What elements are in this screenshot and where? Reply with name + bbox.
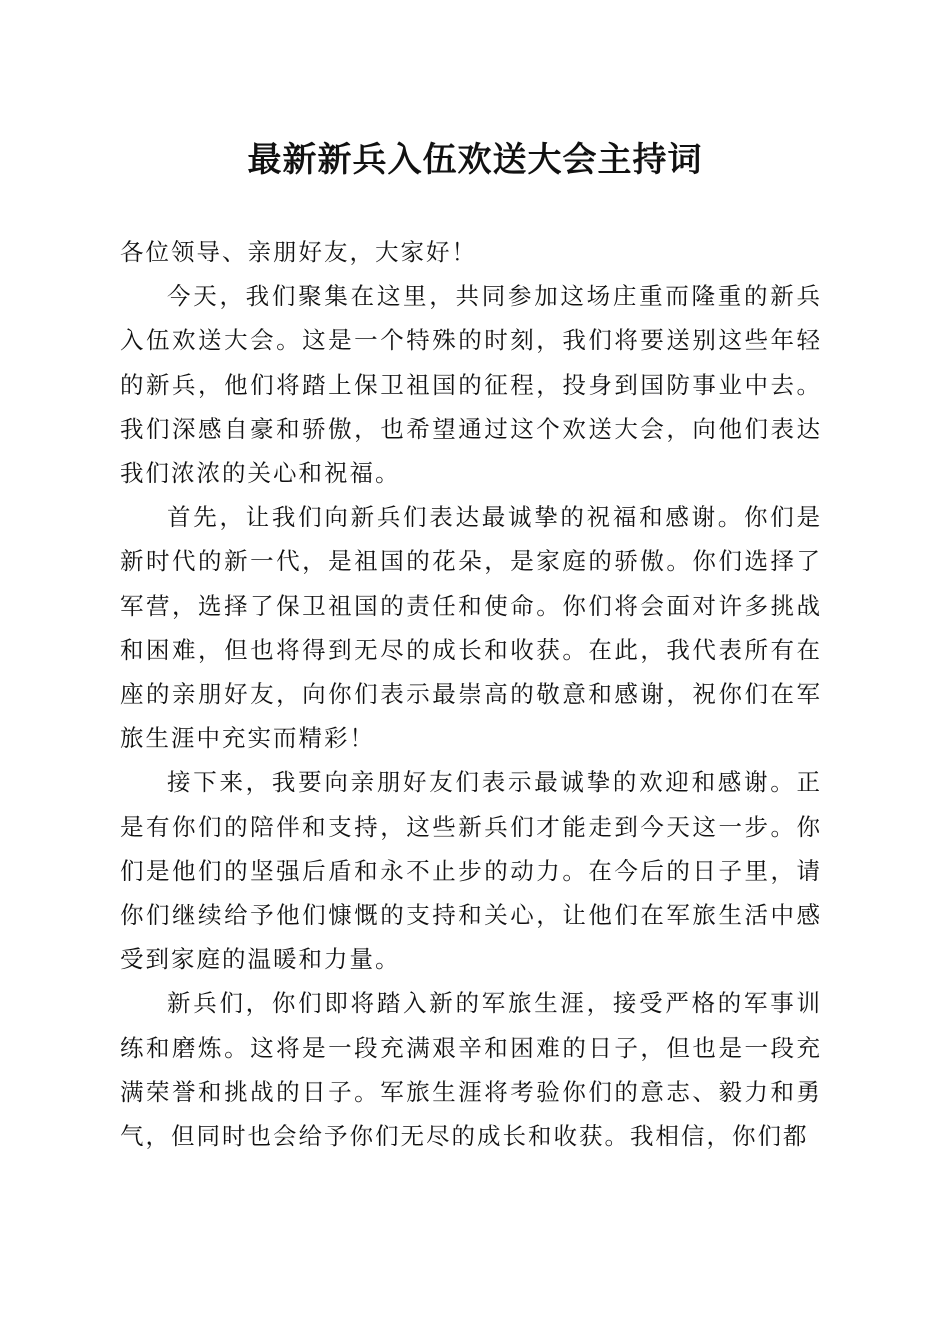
- document-title: 最新新兵入伍欢送大会主持词: [247, 140, 703, 180]
- paragraph-1: 今天，我们聚集在这里，共同参加这场庄重而隆重的新兵入伍欢送大会。这是一个特殊的时刻，我们将要送别这些年轻的新兵，他们将踏上保卫祖国的征程，投身到国防事业中去。我们深感自豪和骄傲，也希望通过这个欢送大会，向他们表达我们浓浓的关心和祝福。: [120, 282, 822, 488]
- paragraph-4: 新兵们，你们即将踏入新的军旅生涯，接受严格的军事训练和磨炼。这将是一段充满艰辛和困难的日子，但也是一段充满荣誉和挑战的日子。军旅生涯将考验你们的意志、毅力和勇气，但同时也会给予你们无尽的成长和收获。我相信，你们都: [120, 989, 822, 1151]
- paragraph-2: 首先，让我们向新兵们表达最诚挚的祝福和感谢。你们是新时代的新一代，是祖国的花朵，是家庭的骄傲。你们选择了军营，选择了保卫祖国的责任和使命。你们将会面对许多挑战和困难，但也将得到无尽的成长和收获。在此，我代表所有在座的亲朋好友，向你们表示最崇高的敬意和感谢，祝你们在军旅生涯中充实而精彩！: [120, 503, 822, 753]
- greeting-paragraph: 各位领导、亲朋好友，大家好！: [120, 238, 477, 266]
- paragraph-3: 接下来，我要向亲朋好友们表示最诚挚的欢迎和感谢。正是有你们的陪伴和支持，这些新兵们才能走到今天这一步。你们是他们的坚强后盾和永不止步的动力。在今后的日子里，请你们继续给予他们慷慨的支持和关心，让他们在军旅生活中感受到家庭的温暖和力量。: [120, 768, 822, 974]
- document-body: [120, 230, 822, 1158]
